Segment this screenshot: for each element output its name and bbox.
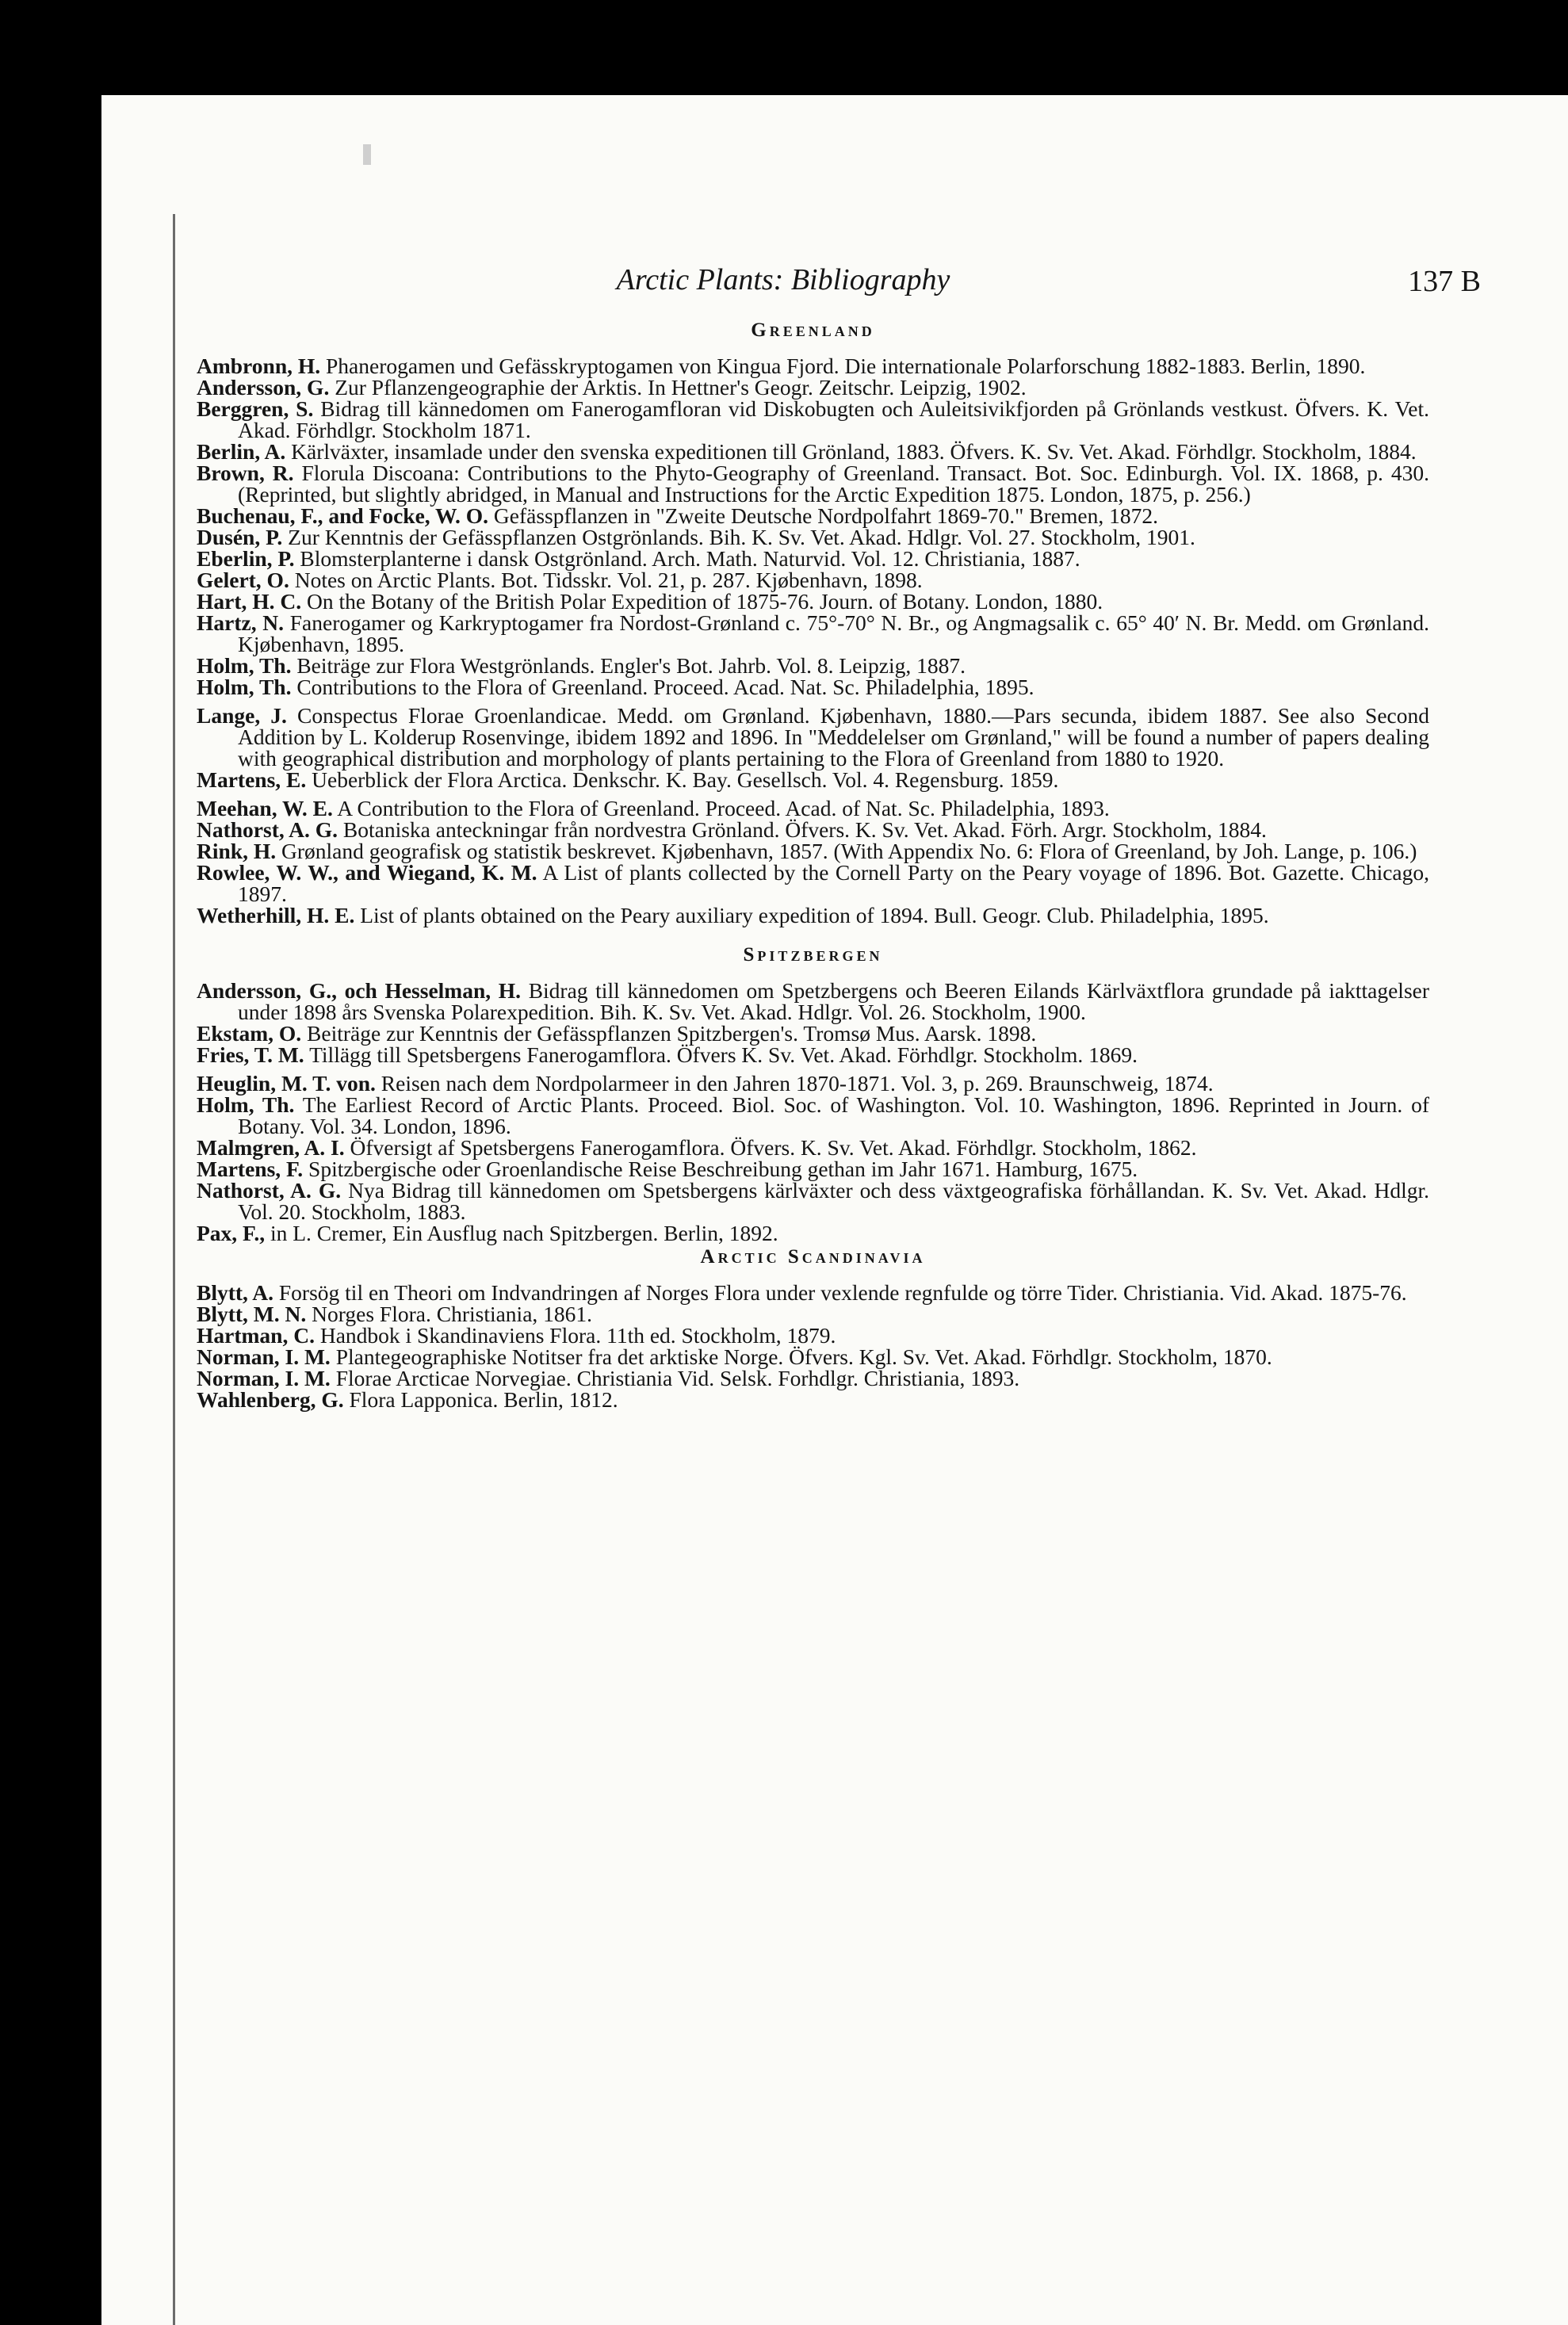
entry-citation: List of plants obtained on the Peary auxiliary expedition of 1894. Bull. Geogr. Club. Philadelphia, 1895.: [360, 903, 1269, 927]
bibliography-entry: [197, 1282, 1429, 1303]
entry-author: Ambronn, H.: [197, 354, 321, 378]
entry-author: Holm, Th.: [197, 675, 292, 699]
entry-citation: Zur Pflanzengeographie der Arktis. In Hettner's Geogr. Zeitschr. Leipzig, 1902.: [335, 375, 1027, 400]
entry-citation: Öfversigt af Spetsbergens Fanerogamflora. Öfvers. K. Sv. Vet. Akad. Förhdlgr. Stockholm, 1862.: [350, 1135, 1197, 1160]
entry-author: Meehan, W. E.: [197, 796, 333, 820]
bibliography-entry: [197, 355, 1429, 377]
entry-citation: The Earliest Record of Arctic Plants. Proceed. Biol. Soc. of Washington. Vol. 10. Washington, 1896. Reprinted in Journ. of Botany. Vol. 34. London, 1896.: [238, 1092, 1430, 1138]
entry-author: Andersson, G.: [197, 375, 330, 400]
entry-citation: Nya Bidrag till kännedomen om Spetsbergens kärlväxter och dess växtgeografiska förhållandan. K. Sv. Vet. Akad. Hdlgr. Vol. 20. Stockholm, 1883.: [238, 1178, 1429, 1224]
entry-citation: Grønland geografisk og statistik beskrevet. Kjøbenhavn, 1857. (With Appendix No. 6: Flora of Greenland, by Joh. Lange, p. 106.): [281, 839, 1417, 863]
entry-author: Malmgren, A. I.: [197, 1135, 345, 1160]
entry-list: [197, 980, 1429, 1244]
entry-author: Rink, H.: [197, 839, 277, 863]
entry-citation: On the Botany of the British Polar Expedition of 1875-76. Journ. of Botany. London, 1880.: [307, 589, 1103, 614]
bibliography-entry: [197, 980, 1429, 1023]
bibliography-entry: [197, 862, 1429, 904]
entry-citation: Bidrag till kännedomen om Fanerogamfloran vid Diskobugten och Auleitsivikfjorden på Grönlands vestkust. Öfvers. K. Vet. Akad. Förhdlgr. Stockholm 1871.: [238, 396, 1430, 442]
bibliography-entry: [197, 1094, 1429, 1137]
entry-author: Norman, I. M.: [197, 1366, 331, 1390]
bibliography-entry: [197, 377, 1429, 398]
section-heading: Greenland: [751, 319, 875, 341]
entry-author: Eberlin, P.: [197, 546, 295, 571]
entry-author: Fries, T. M.: [197, 1042, 304, 1067]
section-heading: Arctic Scandinavia: [700, 1246, 926, 1268]
bibliography-entry: [197, 1346, 1429, 1367]
entry-author: Martens, E.: [197, 767, 307, 792]
bibliography-entry: [197, 904, 1429, 926]
bibliography-entry: [197, 505, 1429, 526]
entry-author: Blytt, M. N.: [197, 1302, 307, 1326]
bibliography-entry: [197, 1023, 1429, 1044]
entry-citation: Gefässpflanzen in "Zweite Deutsche Nordpolfahrt 1869-70." Bremen, 1872.: [493, 503, 1158, 528]
bibliography-entry: [197, 462, 1429, 505]
entry-author: Hart, H. C.: [197, 589, 302, 614]
bibliography-entry: [197, 398, 1429, 441]
edge-mark: [363, 144, 371, 165]
entry-author: Ekstam, O.: [197, 1021, 302, 1046]
entry-citation: Beiträge zur Flora Westgrönlands. Engler's Bot. Jahrb. Vol. 8. Leipzig, 1887.: [296, 653, 966, 678]
entry-citation: Notes on Arctic Plants. Bot. Tidsskr. Vol. 21, p. 287. Kjøbenhavn, 1898.: [294, 568, 923, 592]
entry-author: Hartman, C.: [197, 1323, 315, 1348]
entry-citation: Flora Lapponica. Berlin, 1812.: [349, 1387, 618, 1412]
entry-author: Wetherhill, H. E.: [197, 903, 355, 927]
bibliography-entry: [197, 591, 1429, 612]
entry-author: Brown, R.: [197, 461, 294, 485]
entry-citation: Beiträge zur Kenntnis der Gefässpflanzen Spitzbergen's. Tromsø Mus. Aarsk. 1898.: [307, 1021, 1037, 1046]
entry-citation: Florula Discoana: Contributions to the Phyto-Geography of Greenland. Transact. Bot. Soc. Edinburgh. Vol. IX. 1868, p. 430. (Reprinted, but slightly abridged, in Manual and Instructions for the Arctic Expedition 1875. London, 1875, p. 256.): [238, 461, 1429, 507]
bibliography-entry: [197, 1044, 1429, 1065]
bibliography-entry: [197, 1137, 1429, 1158]
entry-citation: Botaniska anteckningar från nordvestra Grönland. Öfvers. K. Sv. Vet. Akad. Förh. Argr. Stockholm, 1884.: [342, 817, 1267, 842]
bibliography-entry: [197, 1325, 1429, 1346]
bibliography-entry: [197, 569, 1429, 591]
entry-author: Holm, Th.: [197, 1092, 295, 1117]
entry-citation: Forsög til en Theori om Indvandringen af Norges Flora under vexlende regnfulde og törre Tider. Christiania. Vid. Akad. 1875-76.: [278, 1280, 1407, 1305]
bibliography-entry: [197, 655, 1429, 676]
entry-author: Heuglin, M. T. von.: [197, 1071, 376, 1096]
bibliography-entry: [197, 840, 1429, 862]
entry-author: Andersson, G., och Hesselman, H.: [197, 978, 522, 1003]
entry-citation: Reisen nach dem Nordpolarmeer in den Jahren 1870-1871. Vol. 3, p. 269. Braunschweig, 1874.: [381, 1071, 1214, 1096]
section-heading: Spitzbergen: [743, 944, 883, 966]
entry-author: Nathorst, A. G.: [197, 817, 338, 842]
entry-citation: Spitzbergische oder Groenlandische Reise Beschreibung gethan im Jahr 1671. Hamburg, 1675.: [308, 1157, 1138, 1181]
bibliography-entry: [197, 526, 1429, 548]
bibliography: [197, 319, 1429, 1410]
bibliography-entry: [197, 819, 1429, 840]
entry-list: [197, 355, 1429, 926]
bibliography-entry: [197, 705, 1429, 769]
entry-author: Buchenau, F., and Focke, W. O.: [197, 503, 489, 528]
entry-author: Blytt, A.: [197, 1280, 274, 1305]
entry-citation: Tillägg till Spetsbergens Fanerogamflora. Öfvers K. Sv. Vet. Akad. Förhdlgr. Stockholm. 1869.: [309, 1042, 1138, 1067]
bibliography-entry: [197, 1180, 1429, 1222]
entry-citation: Handbok i Skandinaviens Flora. 11th ed. Stockholm, 1879.: [319, 1323, 836, 1348]
entry-citation: Norges Flora. Christiania, 1861.: [312, 1302, 593, 1326]
entry-author: Lange, J.: [197, 703, 287, 728]
bibliography-entry: [197, 548, 1429, 569]
entry-citation: Plantegeographiske Notitser fra det arktiske Norge. Öfvers. Kgl. Sv. Vet. Akad. Förhdlgr. Stockholm, 1870.: [335, 1344, 1272, 1369]
entry-author: Norman, I. M.: [197, 1344, 331, 1369]
entry-author: Dusén, P.: [197, 525, 283, 549]
entry-citation: A Contribution to the Flora of Greenland. Proceed. Acad. of Nat. Sc. Philadelphia, 1893.: [337, 796, 1110, 820]
bibliography-entry: [197, 1389, 1429, 1410]
bibliography-entry: [197, 769, 1429, 790]
entry-author: Berggren, S.: [197, 396, 314, 421]
bibliography-entry: [197, 676, 1429, 698]
entry-citation: Florae Arcticae Norvegiae. Christiania Vid. Selsk. Forhdlgr. Christiania, 1893.: [335, 1366, 1020, 1390]
entry-citation: Zur Kenntnis der Gefässpflanzen Ostgrönlands. Bih. K. Sv. Vet. Akad. Hdlgr. Vol. 27. Stockholm, 1901.: [288, 525, 1195, 549]
entry-citation: Kärlväxter, insamlade under den svenska expeditionen till Grönland, 1883. Öfvers. K. Sv. Vet. Akad. Förhdlgr. Stockholm, 1884.: [291, 439, 1417, 464]
entry-citation: Bidrag till kännedomen om Spetzbergens och Beeren Eilands Kärlväxtflora grundade på iakttagelser under 1898 års Svenska Polarexpedition. Bih. K. Sv. Vet. Akad. Hdlgr. Vol. 26. Stockholm, 1900.: [238, 978, 1430, 1024]
running-title: Arctic Plants: Bibliography: [616, 263, 950, 296]
running-head: [101, 262, 1568, 302]
entry-author: Gelert, O.: [197, 568, 289, 592]
bibliography-entry: [197, 1158, 1429, 1180]
entry-citation: Fanerogamer og Karkryptogamer fra Nordost-Grønland c. 75°-70° N. Br., og Angmagsalik c. 65° 40′ N. Br. Medd. om Grønland. Kjøbenhavn, 1895.: [238, 610, 1430, 656]
entry-author: Holm, Th.: [197, 653, 292, 678]
book-page: [101, 95, 1568, 2325]
entry-citation: A List of plants collected by the Cornell Party on the Peary voyage of 1896. Bot. Gazette. Chicago, 1897.: [238, 860, 1430, 906]
bibliography-entry: [197, 441, 1429, 462]
bibliography-entry: [197, 1073, 1429, 1094]
entry-citation: Conspectus Florae Groenlandicae. Medd. om Grønland. Kjøbenhavn, 1880.—Pars secunda, ibidem 1887. See also Second Addition by L. Kolderup Rosenvinge, ibidem 1892 and 1896. In "Meddelelser om Grønland," will be found a number of papers dealing with geographical distribution and morphology of plants pertaining to the Flora of Greenland from 1880 to 1920.: [238, 703, 1430, 771]
bibliography-entry: [197, 612, 1429, 655]
bibliography-entry: [197, 1303, 1429, 1325]
entry-author: Rowlee, W. W., and Wiegand, K. M.: [197, 860, 537, 885]
entry-author: Berlin, A.: [197, 439, 286, 464]
entry-citation: Contributions to the Flora of Greenland. Proceed. Acad. Nat. Sc. Philadelphia, 1895.: [296, 675, 1034, 699]
entry-list: [197, 1282, 1429, 1410]
entry-citation: Phanerogamen und Gefässkryptogamen von Kingua Fjord. Die internationale Polarforschung 1882-1883. Berlin, 1890.: [326, 354, 1366, 378]
page-number: 137 B: [1408, 265, 1481, 298]
entry-author: Pax, F.,: [197, 1221, 266, 1245]
entry-citation: Ueberblick der Flora Arctica. Denkschr. K. Bay. Gesellsch. Vol. 4. Regensburg. 1859.: [312, 767, 1059, 792]
entry-author: Hartz, N.: [197, 610, 285, 635]
entry-citation: Blomsterplanterne i dansk Ostgrönland. Arch. Math. Naturvid. Vol. 12. Christiania, 1887.: [300, 546, 1080, 571]
bibliography-entry: [197, 1367, 1429, 1389]
bibliography-entry: [197, 1222, 1429, 1244]
entry-author: Nathorst, A. G.: [197, 1178, 342, 1203]
entry-author: Wahlenberg, G.: [197, 1387, 344, 1412]
entry-author: Martens, F.: [197, 1157, 304, 1181]
page-left-border: [173, 214, 175, 2325]
entry-citation: in L. Cremer, Ein Ausflug nach Spitzbergen. Berlin, 1892.: [270, 1221, 778, 1245]
bibliography-entry: [197, 797, 1429, 819]
